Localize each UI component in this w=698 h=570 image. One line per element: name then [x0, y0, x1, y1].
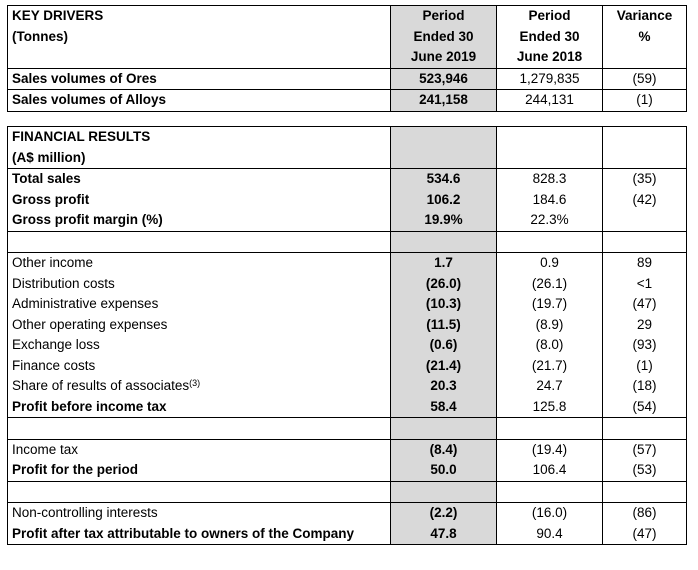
- table-row: [8, 524, 687, 545]
- row-label-text: Profit for the period: [12, 462, 138, 477]
- row-label-text: Exchange loss: [12, 337, 100, 352]
- footnote-ref: (3): [189, 378, 201, 388]
- row-label: [8, 397, 391, 418]
- key-drivers-header-row: [8, 6, 687, 69]
- value-2018: (19.4): [497, 439, 603, 460]
- group-operating: [8, 253, 687, 418]
- row-label: [8, 210, 391, 231]
- value-2018: 184.6: [497, 190, 603, 211]
- value-2018: 244,131: [497, 90, 603, 112]
- value-variance: 89: [603, 253, 687, 274]
- value-2018: 24.7: [497, 376, 603, 397]
- table-row: [8, 503, 687, 524]
- row-label-text: Gross profit: [12, 191, 90, 207]
- row-label-text: Gross profit margin (%): [12, 212, 163, 227]
- value-2019: 1.7: [391, 253, 497, 274]
- header-blank-variance: [603, 127, 687, 169]
- value-2018: (21.7): [497, 356, 603, 377]
- row-label: [8, 169, 391, 190]
- value-2019: (0.6): [391, 335, 497, 356]
- row-label: Sales volumes of Alloys: [8, 90, 391, 112]
- group-owners: [8, 503, 687, 545]
- value-2019: (10.3): [391, 294, 497, 315]
- value-2018: 106.4: [497, 460, 603, 481]
- header-blank-2019: [391, 127, 497, 169]
- row-label-text: Distribution costs: [12, 275, 115, 291]
- financial-heading: FINANCIAL RESULTS: [12, 129, 151, 144]
- table-row: [8, 253, 687, 274]
- financial-heading-cell: [8, 127, 391, 169]
- value-2018: 90.4: [497, 524, 603, 545]
- value-2018: 125.8: [497, 397, 603, 418]
- row-label: [8, 315, 391, 336]
- key-drivers-table: [7, 5, 687, 112]
- row-label: [8, 460, 391, 481]
- value-2019: 106.2: [391, 190, 497, 211]
- value-variance: (93): [603, 335, 687, 356]
- col-header-2018-line3: June 2018: [516, 49, 583, 64]
- col-header-2018-line2: Ended 30: [519, 28, 580, 44]
- table-row: [8, 397, 687, 418]
- value-variance: (86): [603, 503, 687, 524]
- table-row: [8, 274, 687, 295]
- row-label: [8, 335, 391, 356]
- table-row: [8, 335, 687, 356]
- table-row: [8, 210, 687, 231]
- value-variance: (54): [603, 397, 687, 418]
- table-row: [8, 294, 687, 315]
- financial-results-table: [7, 126, 687, 545]
- value-2018: (19.7): [497, 294, 603, 315]
- value-variance: (35): [603, 169, 687, 190]
- value-variance: (47): [603, 294, 687, 315]
- table-row: [8, 376, 687, 397]
- col-header-variance-line1: Variance: [616, 8, 673, 23]
- value-2018: (16.0): [497, 503, 603, 524]
- value-variance: (1): [603, 90, 687, 112]
- table-row: [8, 190, 687, 211]
- col-header-2018-line1: Period: [528, 8, 571, 23]
- value-2018: 1,279,835: [497, 68, 603, 90]
- value-2019: 534.6: [391, 169, 497, 190]
- value-variance: (53): [603, 460, 687, 481]
- row-label-text: Non-controlling interests: [12, 505, 158, 520]
- value-2019: 19.9%: [391, 210, 497, 231]
- row-label-text: Profit before income tax: [12, 398, 167, 414]
- row-label: [8, 524, 391, 545]
- value-variance: (57): [603, 439, 687, 460]
- value-2019: 20.3: [391, 376, 497, 397]
- row-label-text: Finance costs: [12, 357, 96, 373]
- col-header-2019: [391, 6, 497, 69]
- spacer-row: [8, 481, 687, 503]
- key-drivers-unit: (Tonnes): [12, 28, 68, 44]
- row-label: [8, 376, 391, 397]
- value-2019: 523,946: [391, 68, 497, 90]
- row-label: Sales volumes of Ores: [8, 68, 391, 90]
- value-2019: (2.2): [391, 503, 497, 524]
- value-2019: (21.4): [391, 356, 497, 377]
- row-label-text: Total sales: [12, 171, 81, 186]
- spacer-row: [8, 418, 687, 440]
- spacer-row: [8, 231, 687, 253]
- value-variance: <1: [603, 274, 687, 295]
- value-2018: (8.0): [497, 335, 603, 356]
- value-variance: (1): [603, 356, 687, 377]
- value-2019: (26.0): [391, 274, 497, 295]
- value-2018: (26.1): [497, 274, 603, 295]
- financial-header-row: [8, 127, 687, 169]
- value-2018: 0.9: [497, 253, 603, 274]
- table-row: [8, 315, 687, 336]
- row-label-text: Profit after tax attributable to owners of the Company: [12, 525, 355, 541]
- value-variance: 29: [603, 315, 687, 336]
- value-variance: (59): [603, 68, 687, 90]
- value-variance: [603, 210, 687, 231]
- col-header-2019-line2: Ended 30: [413, 28, 474, 44]
- row-label-text: Other income: [12, 255, 94, 270]
- value-2019: 50.0: [391, 460, 497, 481]
- table-row: [8, 90, 687, 112]
- table-row: [8, 169, 687, 190]
- group-sales: [8, 169, 687, 232]
- row-label-text: Share of results of associates: [12, 378, 190, 393]
- row-label-text: Income tax: [12, 441, 79, 457]
- row-label: [8, 190, 391, 211]
- col-header-variance-line2: %: [638, 28, 651, 44]
- col-header-variance: [603, 6, 687, 69]
- value-2019: (8.4): [391, 439, 497, 460]
- table-row: [8, 460, 687, 481]
- header-blank-2018: [497, 127, 603, 169]
- value-2018: 22.3%: [497, 210, 603, 231]
- financial-unit: (A$ million): [12, 149, 86, 165]
- value-2019: 47.8: [391, 524, 497, 545]
- row-label: [8, 356, 391, 377]
- value-2018: (8.9): [497, 315, 603, 336]
- value-variance: (47): [603, 524, 687, 545]
- row-label: [8, 503, 391, 524]
- key-drivers-heading-cell: [8, 6, 391, 69]
- value-2019: (11.5): [391, 315, 497, 336]
- row-label: [8, 274, 391, 295]
- value-2018: 828.3: [497, 169, 603, 190]
- col-header-2019-line1: Period: [422, 8, 465, 23]
- value-2019: 58.4: [391, 397, 497, 418]
- value-2019: 241,158: [391, 90, 497, 112]
- row-label-text: Other operating expenses: [12, 316, 168, 332]
- table-row: [8, 68, 687, 90]
- table-row: [8, 356, 687, 377]
- table-row: [8, 439, 687, 460]
- value-variance: (42): [603, 190, 687, 211]
- key-drivers-heading: KEY DRIVERS: [12, 8, 104, 23]
- row-label: [8, 439, 391, 460]
- col-header-2018: [497, 6, 603, 69]
- row-label: [8, 294, 391, 315]
- value-variance: (18): [603, 376, 687, 397]
- col-header-2019-line3: June 2019: [410, 49, 477, 64]
- row-label-text: Administrative expenses: [12, 296, 159, 311]
- group-tax: [8, 439, 687, 481]
- row-label: [8, 253, 391, 274]
